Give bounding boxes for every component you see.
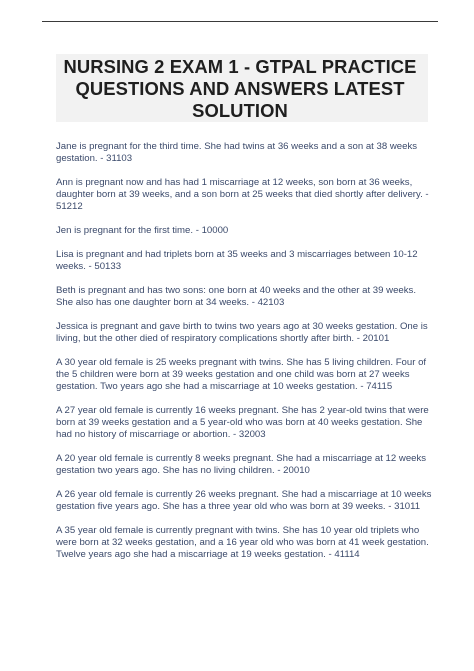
- question-list: [56, 141, 432, 573]
- document-title: NURSING 2 EXAM 1 - GTPAL PRACTICE QUESTIONS AND ANSWERS LATEST SOLUTION: [63, 56, 417, 121]
- top-divider: [42, 21, 438, 22]
- question-item: Beth is pregnant and has two sons: one born at 40 weeks and the other at 39 weeks. She also has one daughter born at 34 weeks. - 42103: [56, 285, 416, 308]
- question-item: A 20 year old female is currently 8 weeks pregnant. She had a miscarriage at 12 weeks gestation two years ago. She has no living children. - 20010: [56, 453, 427, 476]
- question-item: A 27 year old female is currently 16 weeks pregnant. She has 2 year-old twins that were born at 39 weeks gestation and a 5 year-old who was born at 40 weeks gestation. She had no history of miscarriage or abortion. - 32003: [56, 405, 429, 440]
- question-item: Lisa is pregnant and had triplets born at 35 weeks and 3 miscarriages between 10-12 weeks. - 50133: [56, 249, 418, 272]
- question-item: A 35 year old female is currently pregnant with twins. She has 10 year old triplets who were born at 32 weeks gestation, and a 16 year old who was born at 41 week gestation. Twelve years ago she had a miscarriage at 19 weeks gestation. - 41114: [56, 525, 429, 560]
- question-item: Jane is pregnant for the third time. She had twins at 36 weeks and a son at 38 weeks gestation. - 31103: [56, 141, 418, 164]
- question-item: A 26 year old female is currently 26 weeks pregnant. She had a miscarriage at 10 weeks gestation five years ago. She has a three year old who was born at 39 weeks. - 31011: [56, 489, 432, 512]
- question-item: A 30 year old female is 25 weeks pregnant with twins. She has 5 living children. Four of the 5 children were born at 39 weeks gestation and one child was born at 27 weeks gestation. Two years ago she had a miscarriage at 10 weeks gestation. - 74115: [56, 357, 427, 392]
- question-item: Jen is pregnant for the first time. - 10000: [56, 225, 229, 236]
- question-item: Ann is pregnant now and has had 1 miscarriage at 12 weeks, son born at 36 weeks, daughter born at 39 weeks, and a son born at 25 weeks that died shortly after delivery. - 51212: [56, 177, 429, 212]
- question-item: Jessica is pregnant and gave birth to twins two years ago at 30 weeks gestation. One is living, but the other died of respiratory complications shortly after birth. - 20101: [56, 321, 428, 344]
